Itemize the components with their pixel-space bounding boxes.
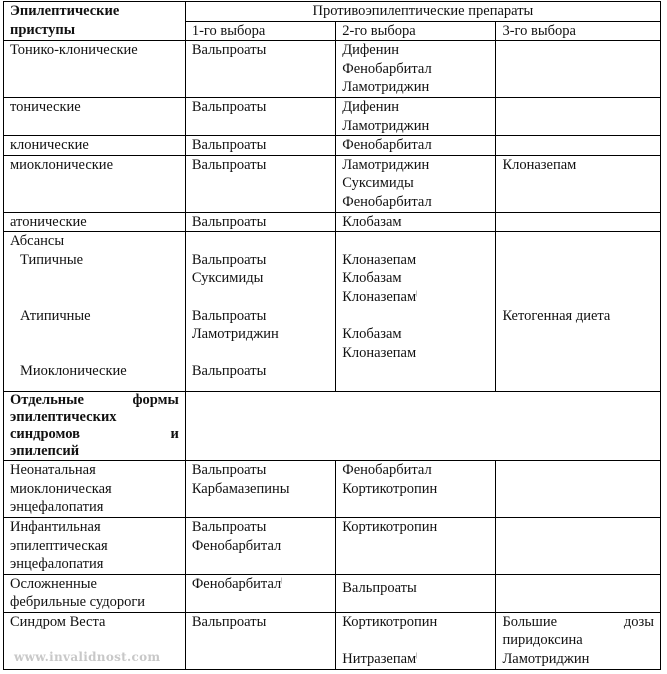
third-choice-cell	[496, 136, 661, 156]
syndrome-name-line: энцефалопатия	[10, 499, 104, 516]
table-header-row-1	[4, 2, 661, 22]
section-row	[4, 392, 661, 461]
first-choice-cell	[185, 517, 335, 574]
first-choice-cell: Вальпроаты	[185, 41, 335, 98]
third-choice-cell	[496, 212, 661, 232]
seizure-name: атонические	[4, 212, 186, 232]
third-choice-cell	[496, 461, 661, 518]
second-choice-cell: Кортикотропин	[336, 517, 496, 574]
footnote-mark: |	[281, 577, 283, 584]
second-choice-cell	[336, 155, 496, 212]
drug-word: Большие	[502, 613, 558, 630]
section-title-cell	[4, 392, 186, 461]
drug-name-with-mark	[342, 288, 489, 307]
footnote-mark: |	[416, 653, 418, 660]
site-watermark: www.invalidnost.com	[14, 650, 161, 664]
third-choice-line1	[502, 613, 654, 632]
drug-name: Вальпроаты	[191, 251, 267, 268]
syndrome-name	[4, 517, 186, 574]
drug-name: Дифенин	[342, 42, 400, 59]
third-choice-cell	[496, 97, 661, 135]
header-seizures-line2: приступы	[10, 21, 76, 38]
section-word: синдромов	[10, 426, 80, 443]
second-choice-cell	[336, 612, 496, 669]
section-title-line3	[10, 426, 179, 443]
syndrome-name-line: фебрильные судороги	[10, 594, 146, 611]
drug-name: Фенобарбитал	[342, 193, 432, 210]
drug-name: Вальпроаты	[191, 307, 267, 324]
first-choice-cell: Вальпроаты	[185, 155, 335, 212]
section-title-line2: эпилептических	[10, 409, 117, 426]
third-choice-cell	[496, 612, 661, 669]
table-row	[4, 461, 661, 518]
third-choice-cell	[496, 232, 661, 392]
table-row	[4, 232, 661, 392]
third-choice-cell	[496, 574, 661, 612]
section-empty-cell	[185, 392, 660, 461]
syndrome-name-line: эпилептическая	[10, 537, 108, 554]
drug-name: Клобазам	[342, 326, 402, 343]
drug-name: Ламотриджин	[342, 156, 430, 173]
header-seizures-cell	[4, 2, 186, 41]
table-row	[4, 97, 661, 135]
second-choice-cell	[336, 232, 496, 392]
table-row	[4, 155, 661, 212]
first-choice-cell: Вальпроаты	[185, 136, 335, 156]
table-row	[4, 212, 661, 232]
drug-name: Фенобарбитал	[342, 462, 432, 479]
drug-name: Суксимиды	[342, 175, 414, 192]
drug-name: Ламотриджин	[502, 651, 590, 668]
header-choice-1: 1-го выбора	[185, 21, 335, 41]
header-drugs-group: Противоэпилептические препараты	[185, 2, 660, 22]
syndrome-name-line: миоклоническая	[10, 480, 112, 497]
first-choice-cell: Вальпроаты	[185, 97, 335, 135]
table-row	[4, 41, 661, 98]
section-word: Отдельные	[10, 392, 84, 409]
footnote-mark: |	[416, 291, 418, 298]
drug-name: Ламотриджин	[342, 79, 430, 96]
seizure-name: миоклонические	[4, 155, 186, 212]
second-choice-cell	[336, 41, 496, 98]
drug-name: Вальпроаты	[191, 518, 267, 535]
first-choice-cell	[185, 574, 335, 612]
second-choice-cell	[336, 574, 496, 612]
table-row	[4, 136, 661, 156]
drug-table-container	[3, 1, 661, 670]
second-choice-cell: Клобазам	[336, 212, 496, 232]
first-choice-cell	[185, 461, 335, 518]
absence-title: Абсансы	[10, 233, 65, 250]
seizure-name: Тонико-клонические	[4, 41, 186, 98]
drug-name: пиридоксина	[502, 632, 583, 649]
syndrome-name-line: Осложненные	[10, 575, 97, 592]
drug-name: Фенобарбитал	[342, 60, 432, 77]
drug-name: Клоназепам	[342, 344, 417, 361]
table-row	[4, 517, 661, 574]
section-word: и	[170, 426, 179, 443]
drug-name: Кетогенная диета	[502, 307, 611, 324]
drug-name: Фенобарбитал	[191, 537, 282, 554]
seizure-name: тонические	[4, 97, 186, 135]
antiepileptic-drugs-table	[3, 1, 661, 670]
seizure-name	[4, 232, 186, 392]
absence-atypical: Атипичные	[20, 307, 91, 324]
drug-name: Карбамазепины	[191, 480, 290, 497]
first-choice-cell	[185, 232, 335, 392]
drug-name: Вальпроаты	[191, 363, 267, 380]
section-title-line4: эпилепсий	[10, 443, 80, 460]
drug-name: Суксимиды	[191, 270, 264, 287]
absence-myoclonic: Миоклонические	[20, 363, 127, 380]
drug-name: Фенобарбитал	[191, 575, 282, 592]
second-choice-cell	[336, 97, 496, 135]
drug-name: Клоназепам	[342, 288, 417, 305]
first-choice-cell: Вальпроаты	[185, 212, 335, 232]
first-choice-cell: Вальпроаты	[185, 612, 335, 669]
seizure-name: клонические	[4, 136, 186, 156]
third-choice-cell	[496, 41, 661, 98]
drug-name: Кортикотропин	[342, 480, 438, 497]
drug-name: Дифенин	[342, 98, 400, 115]
header-choice-3: 3-го выбора	[496, 21, 661, 41]
second-choice-cell	[336, 461, 496, 518]
third-choice-cell	[496, 517, 661, 574]
section-word: формы	[132, 392, 179, 409]
syndrome-name-line: Инфантильная	[10, 518, 101, 535]
drug-name: Клобазам	[342, 270, 402, 287]
drug-name: Вальпроаты	[342, 579, 417, 596]
syndrome-name-line: Неонатальная	[10, 462, 96, 479]
table-row	[4, 574, 661, 612]
drug-word: дозы	[623, 613, 654, 630]
drug-name: Нитразепам	[342, 651, 417, 668]
syndrome-name	[4, 574, 186, 612]
syndrome-name	[4, 461, 186, 518]
drug-name-with-mark	[342, 650, 489, 669]
drug-name: Вальпроаты	[191, 462, 267, 479]
absence-typical: Типичные	[20, 251, 84, 268]
second-choice-cell: Фенобарбитал	[336, 136, 496, 156]
drug-name: Ламотриджин	[191, 326, 279, 343]
drug-name: Кортикотропин	[342, 613, 438, 630]
drug-name: Ламотриджин	[342, 117, 430, 134]
header-seizures-line1: Эпилептические	[10, 3, 120, 19]
header-choice-2: 2-го выбора	[336, 21, 496, 41]
drug-name: Клоназепам	[342, 251, 417, 268]
syndrome-name-line: энцефалопатия	[10, 556, 104, 573]
section-title-line1	[10, 392, 179, 409]
third-choice-cell: Клоназепам	[496, 155, 661, 212]
syndrome-name: Синдром Веста	[4, 612, 186, 669]
